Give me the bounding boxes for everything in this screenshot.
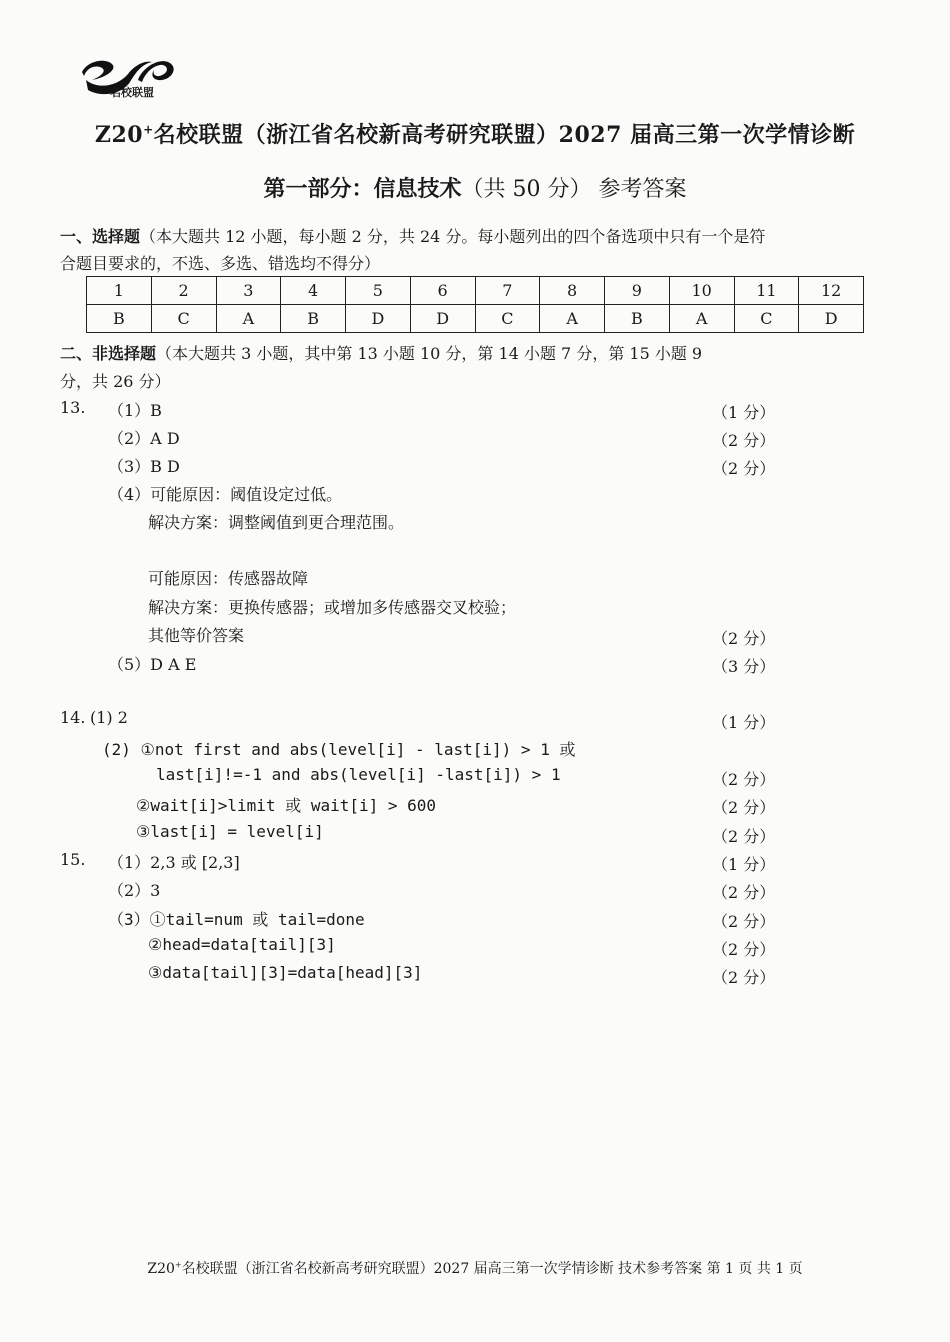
q15-number: 15. [60,850,86,869]
table-cell: C [734,305,799,333]
table-cell: 12 [799,277,864,305]
q13-number: 13. [60,398,86,417]
q14-part3: ②wait[i]>limit 或 wait[i] > 600 [136,796,437,815]
q15-part1: （1）2,3 或 [2,3] [108,853,240,872]
table-cell: 3 [216,277,281,305]
q13-score1: （1 分） [712,403,776,422]
q13-part4-solution: 解决方案：调整阈值到更合理范围。 [148,513,405,532]
q13-part3: （3）B D [108,457,180,476]
section2-line2: 分，共 26 分） [60,372,171,391]
q14-score4: （2 分） [712,827,776,846]
q13-part5: （5）D A E [108,655,197,674]
document-subtitle: 第一部分：信息技术（共 50 分） 参考答案 [263,176,687,202]
q14-part1: (1) 2 [90,708,128,727]
q13-part4-cause2: 可能原因：传感器故障 [148,569,309,588]
table-cell: 6 [410,277,475,305]
q15-score3: （2 分） [712,912,776,931]
section1-line2: 合题目要求的，不选、多选、错选均不得分） [60,254,381,273]
q13-score5: （3 分） [712,657,776,676]
answer-table-number-row [87,277,864,305]
q13-part4: （4）可能原因：阈值设定过低。 [108,485,343,504]
q13-part4-other: 其他等价答案 [148,626,245,645]
table-cell: A [669,305,734,333]
page-footer: Z20+名校联盟（浙江省名校新高考研究联盟）2027 届高三第一次学情诊断 技术参考答案 第 1 页 共 1 页 [147,1260,803,1277]
document-title: Z20+名校联盟（浙江省名校新高考研究联盟）2027 届高三第一次学情诊断 [94,122,856,148]
table-cell: 4 [281,277,346,305]
q15-part3: （3）①tail=num 或 tail=done [108,910,365,929]
table-cell: 7 [475,277,540,305]
section2-heading: 二、非选择题（本大题共 3 小题，其中第 13 小题 10 分，第 14 小题 7 分，第 15 小题 9 [60,344,703,363]
logo-label: 名校联盟 [110,86,154,99]
q15-part2: （2）3 [108,881,161,900]
q15-score2: （2 分） [712,883,776,902]
q14-number: 14. [60,708,86,727]
q14-part4: ③last[i] = level[i] [136,822,324,841]
table-cell: 11 [734,277,799,305]
q14-score3: （2 分） [712,798,776,817]
q13-score3: （2 分） [712,459,776,478]
q13-score2: （2 分） [712,431,776,450]
q14-score2: （2 分） [712,770,776,789]
table-cell: B [605,305,670,333]
answer-table-answer-row [87,305,864,333]
table-cell: B [281,305,346,333]
table-cell: C [151,305,216,333]
q15-score4: （2 分） [712,940,776,959]
q13-score4: （2 分） [712,629,776,648]
section1-heading: 一、选择题（本大题共 12 小题，每小题 2 分，共 24 分。每小题列出的四个备选项中只有一个是符 [60,227,766,246]
table-cell: D [410,305,475,333]
q14-part2-alt: last[i]!=-1 and abs(level[i] -last[i]) > 1 [156,765,561,784]
table-cell: C [475,305,540,333]
q14-part2: (2) ①not first and abs(level[i] - last[i]) > 1 或 [102,740,576,759]
q15-score5: （2 分） [712,968,776,987]
table-cell: B [87,305,152,333]
q15-score1: （1 分） [712,855,776,874]
q14-score1: （1 分） [712,713,776,732]
q15-part3-2: ②head=data[tail][3] [148,935,336,954]
q13-part2: （2）A D [108,429,180,448]
q13-part1: （1）B [108,401,162,420]
q15-part3-3: ③data[tail][3]=data[head][3] [148,963,423,982]
q13-part4-solution2: 解决方案：更换传感器；或增加多传感器交叉校验； [148,598,517,617]
table-cell: 9 [605,277,670,305]
table-cell: D [346,305,411,333]
table-cell: A [216,305,281,333]
table-cell: 8 [540,277,605,305]
table-cell: 1 [87,277,152,305]
table-cell: A [540,305,605,333]
table-cell: 2 [151,277,216,305]
table-cell: 10 [669,277,734,305]
answer-table [86,276,864,333]
table-cell: 5 [346,277,411,305]
table-cell: D [799,305,864,333]
